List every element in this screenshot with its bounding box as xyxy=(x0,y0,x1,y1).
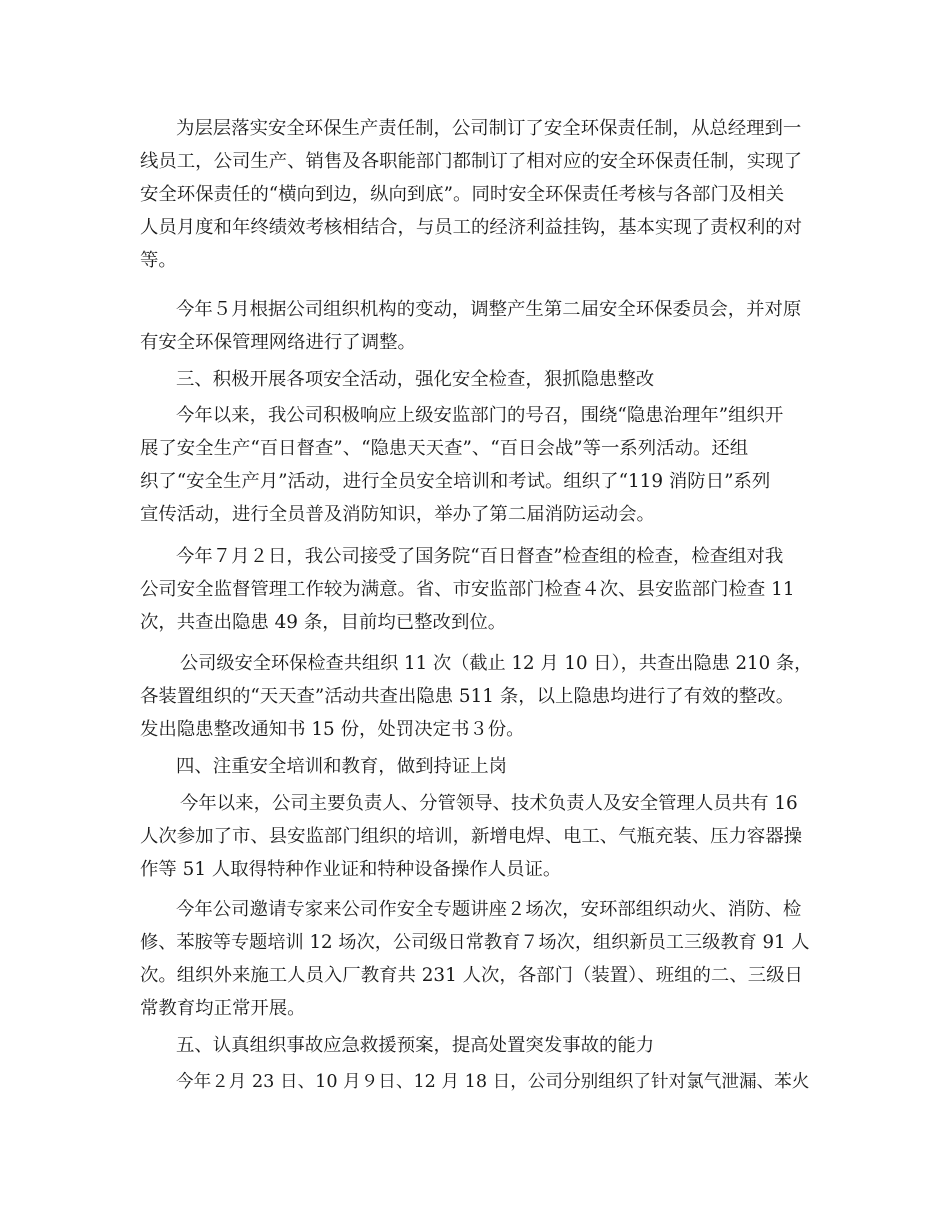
body-text-line: 今年２月 23 日、10 月９日、12 月 18 日，公司分别组织了针对氯气泄漏、苯火 xyxy=(176,1072,810,1092)
body-text-line: 次。组织外来施工人员入厂教育共 231 人次，各部门（装置）、班组的二、三级日 xyxy=(140,965,803,986)
section-heading: 四、注重安全培训和教育，做到持证上岗 xyxy=(176,756,508,777)
body-text-line: 今年７月２日，我公司接受了国务院“百日督查”检查组的检查，检查组对我 xyxy=(176,546,784,567)
body-text-line: 今年以来，公司主要负责人、分管领导、技术负责人及安全管理人员共有 16 xyxy=(180,793,798,814)
body-text-line: 等。 xyxy=(140,250,177,271)
body-text-line: 安全环保责任的“横向到边，纵向到底”。同时安全环保责任考核与各部门及相关 xyxy=(140,184,785,205)
body-text-line: 作等 51 人取得特种作业证和特种设备操作人员证。 xyxy=(140,859,562,880)
body-text-line: 常教育均正常开展。 xyxy=(140,998,306,1019)
body-text-line: 今年公司邀请专家来公司作安全专题讲座２场次，安环部组织动火、消防、检 xyxy=(176,899,802,920)
body-text-line: 线员工，公司生产、销售及各职能部门都制订了相对应的安全环保责任制，实现了 xyxy=(140,151,803,172)
body-text-line: 人员月度和年终绩效考核相结合，与员工的经济利益挂钩，基本实现了责权利的对 xyxy=(140,217,803,238)
body-text-line: 修、苯胺等专题培训 12 场次，公司级日常教育７场次，组织新员工三级教育 91 人 xyxy=(140,932,810,953)
body-text-line: 发出隐患整改通知书 15 份，处罚决定书３份。 xyxy=(140,719,525,740)
body-text-line: 公司安全监督管理工作较为满意。省、市安监部门检查４次、县安监部门检查 11 xyxy=(140,579,795,600)
body-text-line: 各装置组织的“天天查”活动共查出隐患 511 条，以上隐患均进行了有效的整改。 xyxy=(140,686,795,707)
body-text-line: 今年５月根据公司组织机构的变动，调整产生第二届安全环保委员会，并对原 xyxy=(176,299,802,320)
body-text-line: 今年以来，我公司积极响应上级安监部门的号召，围绕“隐患治理年”组织开 xyxy=(176,405,784,426)
body-text-line: 次，共查出隐患 49 条，目前均已整改到位。 xyxy=(140,612,507,633)
body-text-line: 有安全环保管理网络进行了调整。 xyxy=(140,332,416,353)
section-heading: 五、认真组织事故应急救援预案，提高处置突发事故的能力 xyxy=(176,1035,655,1056)
body-text-line: 人次参加了市、县安监部门组织的培训，新增电焊、电工、气瓶充装、压力容器操 xyxy=(140,826,803,847)
body-text-line: 织了“安全生产月”活动，进行全员安全培训和考试。组织了“119 消防日”系列 xyxy=(140,471,771,492)
body-text-line: 展了安全生产“百日督查”、“隐患天天查”、“百日会战”等一系列活动。还组 xyxy=(140,438,749,459)
body-text-line: 公司级安全环保检查共组织 11 次（截止 12 月 10 日），共查出隐患 210 条， xyxy=(180,653,813,674)
body-text-line: 为层层落实安全环保生产责任制，公司制订了安全环保责任制，从总经理到一 xyxy=(176,118,802,139)
body-text-line: 宣传活动，进行全员普及消防知识，举办了第二届消防运动会。 xyxy=(140,504,655,525)
section-heading: 三、积极开展各项安全活动，强化安全检查，狠抓隐患整改 xyxy=(176,369,655,390)
